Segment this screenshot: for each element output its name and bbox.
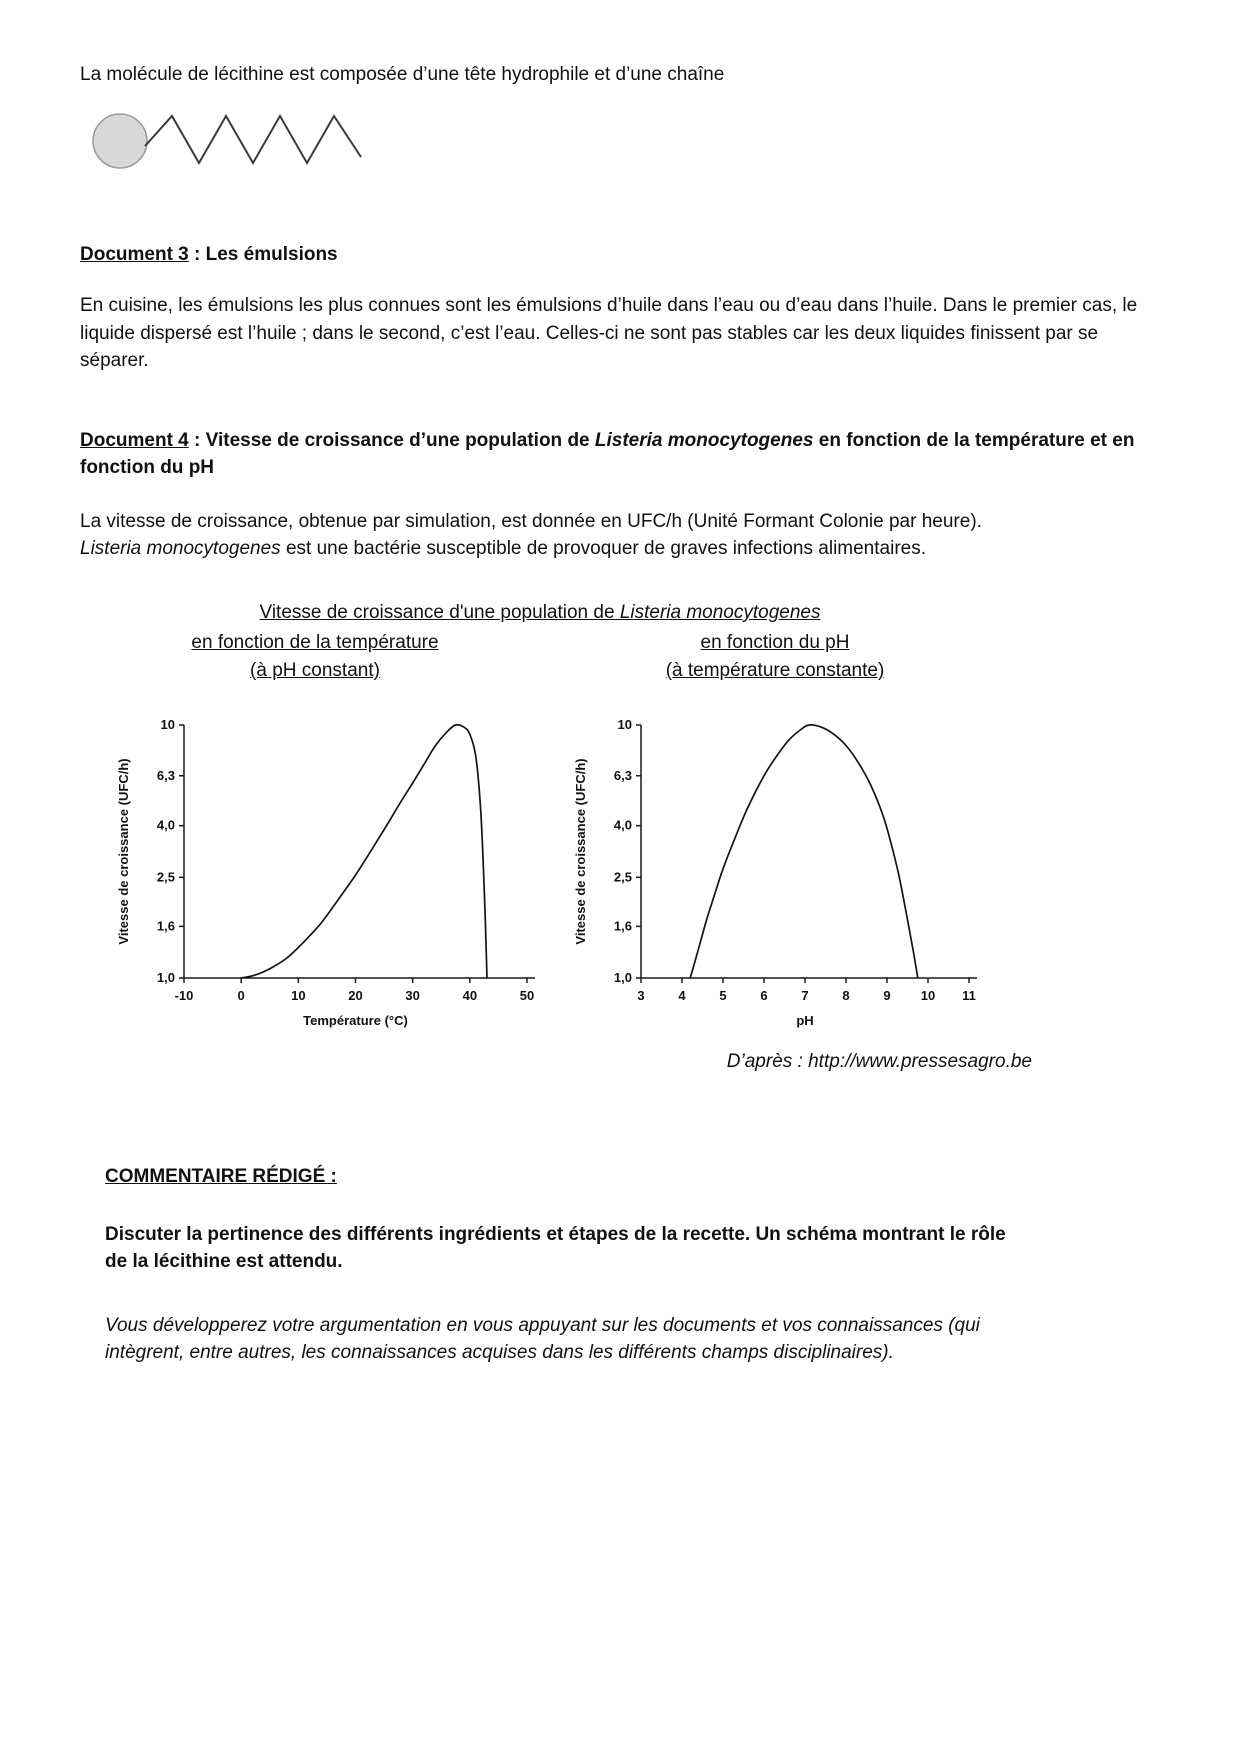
svg-text:10: 10 <box>291 987 306 1003</box>
intro-text: La molécule de lécithine est composée d’une tête hydrophile et d’une chaîne <box>80 64 725 85</box>
svg-text:6: 6 <box>760 987 768 1003</box>
left-chart-subtitle-line1: en fonction de la température <box>191 632 439 654</box>
doc4-heading-species: Listeria monocytogenes <box>594 429 814 451</box>
svg-text:4: 4 <box>678 987 686 1003</box>
left-chart-subtitle-line2: (à pH constant) <box>250 660 380 682</box>
right-chart-subtitle-line1: en fonction du pH <box>700 632 850 654</box>
svg-text:5: 5 <box>719 987 727 1003</box>
svg-text:20: 20 <box>348 987 363 1003</box>
svg-text:Vitesse de croissance (UFC/h): Vitesse de croissance (UFC/h) <box>573 757 588 945</box>
figure-subtitles <box>80 629 1000 684</box>
doc3-heading-label: Document 3 <box>80 243 189 265</box>
svg-text:6,3: 6,3 <box>613 767 632 783</box>
right-chart-subtitle <box>550 629 1000 684</box>
commentaire-instruction: Discuter la pertinence des différents ingrédients et étapes de la recette. Un schéma montrant le rôle de la lécithine est attendu. <box>105 1223 1006 1273</box>
svg-text:1,0: 1,0 <box>613 969 632 985</box>
doc4-heading-pre: : Vitesse de croissance d’une population de <box>188 429 595 451</box>
ph-growth-chart <box>571 711 1001 1036</box>
figure-title-species: Listeria monocytogenes <box>619 601 821 623</box>
figure-title <box>80 599 1000 627</box>
hydrophobic-chain-icon <box>145 116 361 163</box>
svg-text:Température (°C): Température (°C) <box>303 1012 408 1028</box>
doc4-body-line1: La vitesse de croissance, obtenue par simulation, est donnée en UFC/h (Unité Formant Colonie par heure). <box>80 510 982 532</box>
doc3-heading <box>80 241 1155 269</box>
svg-text:3: 3 <box>637 987 645 1003</box>
hydrophilic-head-icon <box>93 114 147 168</box>
svg-text:2,5: 2,5 <box>613 868 632 884</box>
doc4-body-species: Listeria monocytogenes <box>80 538 281 560</box>
doc3-heading-rest: : Les émulsions <box>188 243 338 265</box>
temperature-growth-chart <box>114 711 559 1036</box>
svg-text:30: 30 <box>405 987 420 1003</box>
svg-text:-10: -10 <box>174 987 194 1003</box>
commentaire-guidance: Vous développerez votre argumentation en vous appuyant sur les documents et vos connaissances (qui intègrent, entre autres, les connaissances acquises dans les différents champs disciplinaires). <box>105 1314 980 1364</box>
svg-text:1,6: 1,6 <box>613 917 632 933</box>
svg-text:40: 40 <box>462 987 478 1003</box>
commentaire-section <box>105 1163 1155 1367</box>
svg-text:10: 10 <box>160 716 175 732</box>
doc4-heading-post: en fonction de la température et en fonction du pH <box>80 429 1135 479</box>
svg-text:4,0: 4,0 <box>613 817 632 833</box>
lecithin-molecule-diagram <box>84 99 404 183</box>
svg-text:4,0: 4,0 <box>156 817 175 833</box>
svg-text:1,6: 1,6 <box>156 917 175 933</box>
svg-text:10: 10 <box>920 987 936 1003</box>
figure-title-pre: Vitesse de croissance d'une population de <box>259 601 620 623</box>
svg-text:pH: pH <box>796 1012 814 1028</box>
right-chart-subtitle-line2: (à température constante) <box>665 660 885 682</box>
svg-text:0: 0 <box>237 987 245 1003</box>
commentaire-heading: COMMENTAIRE RÉDIGÉ : <box>105 1166 337 1188</box>
svg-text:6,3: 6,3 <box>156 767 175 783</box>
left-chart-subtitle <box>80 629 550 684</box>
svg-text:10: 10 <box>617 716 632 732</box>
svg-text:11: 11 <box>962 987 976 1003</box>
svg-text:1,0: 1,0 <box>156 969 175 985</box>
svg-text:7: 7 <box>801 987 809 1003</box>
doc4-heading <box>80 427 1155 482</box>
svg-text:8: 8 <box>842 987 850 1003</box>
doc3-body: En cuisine, les émulsions les plus connues sont les émulsions d’huile dans l’eau ou d’eau dans l’huile. Dans le premier cas, le liquide dispersé est l’huile ; dans le second, c’est l’eau. Celles-ci ne sont pas stables car les deux liquides finissent par se séparer. <box>80 295 1138 372</box>
doc4-body <box>80 508 1155 563</box>
svg-text:9: 9 <box>883 987 891 1003</box>
growth-rate-figure <box>80 599 1155 1075</box>
svg-text:50: 50 <box>519 987 535 1003</box>
doc4-heading-label: Document 4 <box>80 429 189 451</box>
svg-text:Vitesse de croissance (UFC/h): Vitesse de croissance (UFC/h) <box>116 757 131 945</box>
svg-text:2,5: 2,5 <box>156 868 175 884</box>
charts-row <box>114 711 1155 1036</box>
figure-source: D’après : http://www.pressesagro.be <box>726 1050 1032 1072</box>
doc4-body-rest: est une bactérie susceptible de provoquer de graves infections alimentaires. <box>280 538 926 560</box>
